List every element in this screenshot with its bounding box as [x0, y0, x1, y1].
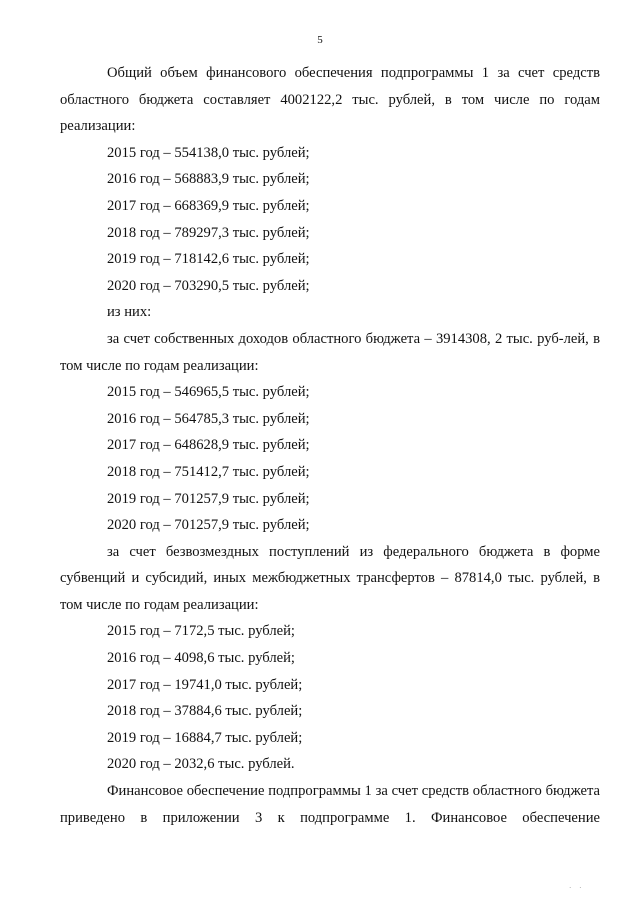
list-item: 2020 год – 2032,6 тыс. рублей. [107, 756, 295, 773]
page-number: 5 [317, 34, 323, 46]
of-which-label: из них: [107, 304, 152, 321]
closing-paragraph: Финансовое обеспечение подпрограммы 1 за счет средств областного бюджета приведено в приложении 3 к подпрограмме 1. Финансовое обеспечение [60, 783, 600, 826]
list-item: 2020 год – 701257,9 тыс. рублей; [107, 517, 310, 534]
own-income-paragraph: за счет собственных доходов областного бюджета – 3914308, 2 тыс. руб-лей, в том числе по годам реализации: [60, 330, 600, 374]
list-item: 2015 год – 7172,5 тыс. рублей; [107, 623, 295, 640]
list-item: 2017 год – 668369,9 тыс. рублей; [107, 197, 310, 214]
list-item: 2016 год – 564785,3 тыс. рублей; [107, 410, 310, 427]
federal-paragraph: за счет безвозмездных поступлений из федерального бюджета в форме субвенций и субсидий, иных межбюджетных трансфертов – 87814,0 тыс. рублей, в том числе по годам реализации: [60, 543, 600, 613]
list-item: 2018 год – 751412,7 тыс. рублей; [107, 463, 310, 480]
list-item: 2015 год – 554138,0 тыс. рублей; [107, 144, 310, 161]
list-item: 2016 год – 4098,6 тыс. рублей; [107, 650, 295, 667]
list-item: 2018 год – 37884,6 тыс. рублей; [107, 703, 303, 720]
list-item: 2018 год – 789297,3 тыс. рублей; [107, 224, 310, 241]
list-item: 2015 год – 546965,5 тыс. рублей; [107, 384, 310, 401]
page-body [60, 60, 600, 831]
total-by-year-list [60, 140, 600, 300]
list-item: 2020 год – 703290,5 тыс. рублей; [107, 277, 310, 294]
list-item: 2017 год – 19741,0 тыс. рублей; [107, 676, 303, 693]
intro-paragraph: Общий объем финансового обеспечения подпрограммы 1 за счет средств областного бюджета составляет 4002122,2 тыс. рублей, в том числе по годам реализации: [60, 65, 600, 135]
list-item: 2019 год – 16884,7 тыс. рублей; [107, 729, 303, 746]
list-item: 2017 год – 648628,9 тыс. рублей; [107, 437, 310, 454]
list-item: 2019 год – 718142,6 тыс. рублей; [107, 251, 310, 268]
own-by-year-list [60, 379, 600, 539]
federal-by-year-list [60, 618, 600, 778]
list-item: 2019 год – 701257,9 тыс. рублей; [107, 490, 310, 507]
scan-mark: · · [569, 884, 585, 892]
list-item: 2016 год – 568883,9 тыс. рублей; [107, 171, 310, 188]
